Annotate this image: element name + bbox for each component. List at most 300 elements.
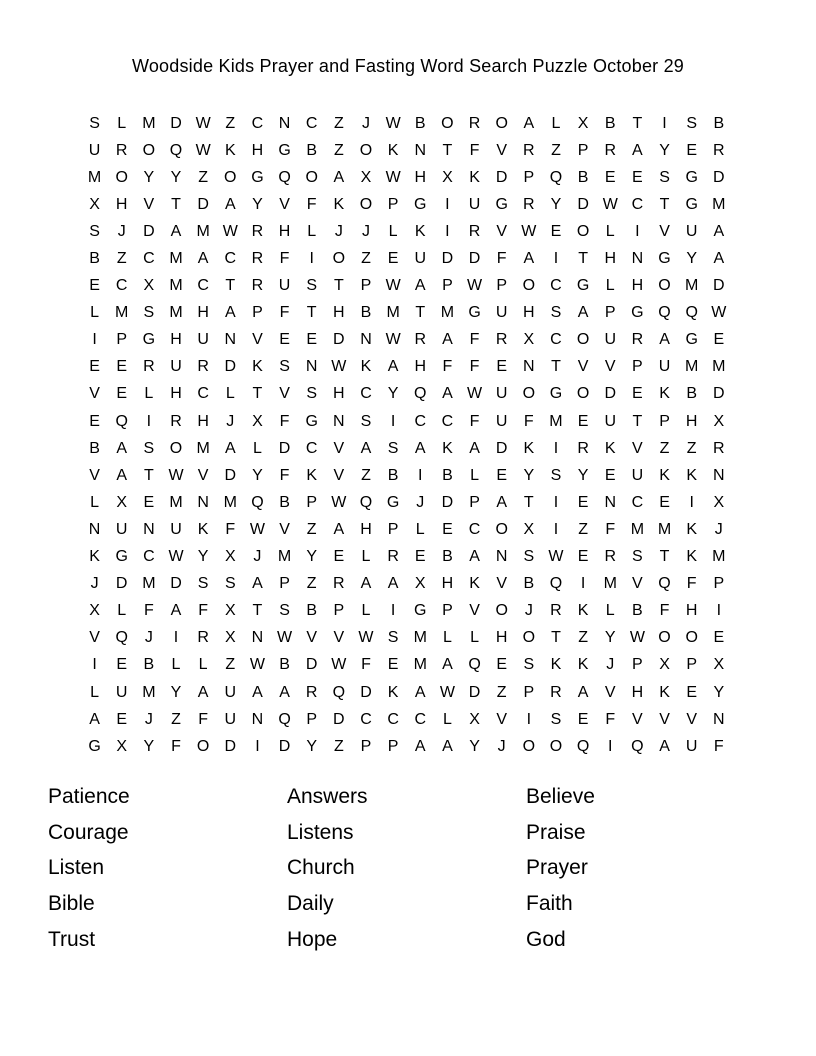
grid-cell: I — [662, 114, 667, 132]
grid-cell: K — [550, 656, 562, 674]
grid-cell: Q — [549, 168, 563, 186]
grid-cell: K — [387, 141, 399, 159]
grid-cell: E — [577, 493, 589, 511]
grid-cell: T — [578, 250, 588, 268]
grid-cell: C — [631, 195, 644, 213]
grid-cell: L — [470, 466, 479, 484]
grid-cell: P — [306, 493, 318, 511]
grid-cell: A — [577, 304, 589, 322]
grid-cell: S — [279, 602, 290, 620]
grid-cell: E — [632, 168, 643, 186]
grid-cell: A — [252, 575, 263, 593]
grid-cell: A — [116, 466, 128, 484]
grid-cell: D — [143, 222, 155, 240]
grid-cell: E — [496, 656, 508, 674]
grid-cell: W — [602, 195, 618, 213]
grid-cell: L — [605, 602, 615, 620]
grid-cell: X — [442, 168, 453, 186]
grid-cell: O — [549, 737, 563, 755]
grid-cell: M — [386, 304, 400, 322]
grid-cell: W — [249, 520, 265, 538]
grid-cell: E — [442, 520, 453, 538]
grid-cell: Y — [659, 141, 670, 159]
grid-cell: W — [277, 629, 293, 647]
grid-cell: I — [580, 575, 586, 593]
grid-cell: H — [441, 575, 454, 593]
grid-cell: B — [89, 250, 100, 268]
grid-cell: T — [632, 412, 643, 430]
grid-cell: Q — [278, 710, 291, 728]
grid-cell: T — [333, 277, 344, 295]
grid-cell: T — [632, 114, 643, 132]
grid-cell: P — [469, 493, 480, 511]
grid-cell: Q — [251, 493, 264, 511]
grid-cell: M — [142, 114, 156, 132]
grid-cell: Q — [685, 304, 698, 322]
grid-cell: P — [387, 520, 399, 538]
grid-cell: Z — [578, 520, 588, 538]
grid-cell: A — [333, 520, 345, 538]
grid-cell: V — [496, 575, 508, 593]
grid-cell: A — [224, 304, 236, 322]
grid-cell: I — [689, 493, 694, 511]
grid-cell: O — [169, 439, 183, 457]
grid-cell: E — [116, 656, 128, 674]
grid-cell: B — [306, 141, 318, 159]
grid-cell: G — [468, 304, 481, 322]
grid-cell: S — [387, 439, 399, 457]
grid-cell: B — [279, 656, 290, 674]
grid-cell: U — [495, 385, 508, 403]
grid-cell: J — [90, 575, 99, 593]
grid-cell: A — [414, 683, 426, 701]
grid-cell: T — [252, 602, 263, 620]
grid-cell: V — [143, 195, 155, 213]
grid-cell: C — [387, 710, 399, 728]
grid-cell: A — [442, 737, 453, 755]
grid-cell: H — [685, 602, 698, 620]
grid-cell: B — [387, 466, 399, 484]
grid-cell: L — [252, 439, 262, 457]
grid-cell: E — [577, 548, 589, 566]
grid-cell: Q — [115, 412, 128, 430]
grid-cell: D — [441, 250, 454, 268]
grid-cell: D — [468, 250, 481, 268]
grid-cell: T — [659, 548, 670, 566]
grid-cell: P — [686, 656, 697, 674]
grid-cell: B — [279, 493, 290, 511]
grid-cell: A — [360, 439, 372, 457]
grid-cell: A — [414, 277, 426, 295]
grid-cell: E — [333, 548, 345, 566]
word-list-item: Faith — [526, 891, 573, 915]
grid-cell: Q — [658, 304, 671, 322]
grid-cell: A — [387, 575, 399, 593]
grid-cell: E — [604, 168, 616, 186]
grid-cell: O — [495, 520, 508, 538]
grid-cell: L — [605, 222, 615, 240]
grid-cell: C — [414, 710, 427, 728]
grid-cell: Q — [359, 493, 373, 511]
grid-cell: M — [142, 575, 156, 593]
grid-cell: F — [198, 710, 209, 728]
grid-cell: Z — [686, 439, 697, 457]
grid-cell: B — [442, 548, 453, 566]
grid-cell: R — [550, 602, 562, 620]
grid-cell: O — [658, 277, 671, 295]
word-list-item: Listen — [48, 856, 105, 880]
grid-cell: E — [116, 710, 128, 728]
word-list — [48, 779, 595, 957]
grid-cell: J — [117, 222, 126, 240]
grid-cell: V — [333, 439, 345, 457]
grid-cell: A — [197, 250, 209, 268]
grid-cell: G — [414, 602, 427, 620]
grid-cell: R — [577, 439, 589, 457]
grid-cell: U — [468, 195, 481, 213]
grid-cell: V — [89, 385, 100, 403]
grid-cell: A — [523, 250, 535, 268]
grid-cell: R — [305, 683, 318, 701]
grid-cell: I — [173, 629, 179, 647]
word-list-item: Courage — [48, 820, 129, 844]
grid-cell: U — [685, 222, 698, 240]
grid-cell: D — [170, 114, 182, 132]
grid-cell: O — [522, 277, 536, 295]
grid-cell: Q — [468, 656, 481, 674]
grid-cell: C — [441, 412, 454, 430]
grid-cell: Y — [252, 195, 263, 213]
grid-cell: H — [414, 358, 427, 376]
grid-cell: O — [495, 602, 508, 620]
grid-cell: N — [224, 331, 237, 349]
grid-cell: O — [359, 141, 373, 159]
grid-cell: G — [414, 195, 427, 213]
grid-cell: H — [197, 412, 209, 430]
grid-cell: C — [305, 439, 318, 457]
grid-cell: R — [197, 629, 209, 647]
grid-cell: Q — [169, 141, 183, 159]
grid-cell: N — [143, 520, 155, 538]
grid-cell: S — [550, 466, 562, 484]
grid-cell: Z — [116, 250, 127, 268]
grid-cell: D — [278, 737, 291, 755]
grid-cell: M — [413, 629, 427, 647]
grid-cell: P — [523, 168, 535, 186]
grid-cell: W — [385, 277, 401, 295]
grid-cell: L — [442, 710, 452, 728]
grid-cell: K — [224, 141, 236, 159]
grid-cell: E — [604, 466, 616, 484]
grid-cell: X — [469, 710, 480, 728]
grid-cell: C — [197, 385, 209, 403]
grid-cell: W — [439, 683, 455, 701]
grid-cell: Z — [306, 575, 317, 593]
grid-cell: W — [385, 114, 401, 132]
grid-cell: W — [385, 331, 401, 349]
grid-cell: N — [360, 331, 372, 349]
grid-cell: X — [89, 195, 100, 213]
grid-cell: W — [466, 277, 483, 295]
grid-cell: K — [686, 548, 697, 566]
grid-cell: Y — [143, 168, 155, 186]
grid-cell: L — [144, 385, 154, 403]
grid-cell: U — [170, 520, 182, 538]
grid-cell: Z — [551, 141, 561, 159]
grid-cell: D — [441, 493, 454, 511]
grid-cell: R — [523, 141, 535, 159]
grid-cell: V — [469, 602, 480, 620]
grid-cell: V — [632, 439, 643, 457]
grid-cell: C — [143, 250, 155, 268]
grid-cell: I — [608, 737, 613, 755]
grid-cell: D — [713, 385, 725, 403]
grid-cell: P — [523, 683, 535, 701]
grid-cell: P — [279, 575, 290, 593]
grid-cell: W — [521, 222, 537, 240]
grid-cell: Z — [306, 520, 317, 538]
grid-cell: D — [333, 710, 345, 728]
grid-cell: P — [387, 737, 399, 755]
grid-cell: F — [469, 141, 480, 159]
grid-cell: Y — [252, 466, 263, 484]
grid-cell: G — [115, 548, 128, 566]
word-list-item: Daily — [287, 891, 334, 915]
grid-cell: Q — [576, 737, 590, 755]
grid-cell: R — [604, 548, 617, 566]
grid-cell: Z — [333, 141, 344, 159]
grid-cell: I — [553, 250, 559, 268]
grid-cell: K — [523, 439, 535, 457]
grid-cell: S — [89, 114, 100, 132]
grid-cell: O — [522, 737, 536, 755]
grid-cell: V — [89, 629, 100, 647]
grid-cell: L — [605, 277, 615, 295]
grid-cell: C — [631, 493, 644, 511]
grid-cell: E — [713, 629, 725, 647]
grid-cell: N — [305, 358, 318, 376]
grid-cell: O — [305, 168, 318, 186]
grid-cell: K — [577, 656, 589, 674]
grid-cell: R — [523, 195, 535, 213]
grid-cell: J — [253, 548, 262, 566]
grid-cell: X — [116, 493, 128, 511]
grid-cell: D — [495, 439, 508, 457]
grid-cell: M — [440, 304, 455, 322]
grid-cell: J — [361, 114, 370, 132]
grid-cell: R — [604, 141, 617, 159]
grid-cell: G — [576, 277, 590, 295]
grid-cell: H — [115, 195, 128, 213]
grid-cell: V — [252, 331, 263, 349]
grid-cell: R — [197, 358, 209, 376]
grid-cell: A — [713, 222, 725, 240]
grid-cell: J — [144, 629, 153, 647]
grid-cell: I — [92, 331, 97, 349]
grid-cell: K — [659, 466, 670, 484]
grid-cell: Q — [658, 575, 671, 593]
grid-cell: M — [413, 656, 427, 674]
grid-cell: S — [279, 358, 290, 376]
grid-cell: W — [168, 466, 184, 484]
grid-cell: P — [306, 710, 318, 728]
word-list-item: Bible — [48, 891, 95, 915]
grid-cell: B — [360, 304, 372, 322]
grid-cell: X — [224, 629, 236, 647]
grid-cell: T — [225, 277, 236, 295]
grid-cell: P — [116, 331, 128, 349]
grid-cell: M — [685, 358, 699, 376]
grid-cell: A — [713, 250, 725, 268]
word-list-item: Hope — [287, 927, 338, 951]
grid-cell: Y — [604, 629, 616, 647]
grid-cell: C — [305, 114, 318, 132]
grid-cell: V — [686, 710, 697, 728]
word-list-column — [48, 779, 287, 957]
grid-cell: D — [224, 466, 237, 484]
grid-cell: A — [442, 656, 453, 674]
grid-cell: A — [632, 141, 643, 159]
grid-cell: Y — [686, 250, 697, 268]
word-list-item: God — [526, 927, 566, 951]
grid-cell: M — [169, 250, 183, 268]
grid-cell: Z — [225, 656, 236, 674]
grid-cell: U — [170, 358, 182, 376]
grid-cell: B — [306, 602, 318, 620]
grid-cell: G — [685, 195, 698, 213]
grid-cell: K — [387, 683, 399, 701]
grid-cell: D — [360, 683, 372, 701]
grid-cell: H — [631, 683, 644, 701]
grid-cell: C — [360, 385, 372, 403]
grid-cell: Z — [659, 439, 670, 457]
grid-cell: H — [631, 277, 644, 295]
grid-cell: G — [685, 331, 698, 349]
grid-cell: Z — [496, 683, 507, 701]
grid-cell: U — [495, 304, 508, 322]
grid-cell: B — [632, 602, 643, 620]
word-list-item: Prayer — [526, 856, 588, 880]
grid-cell: E — [116, 358, 128, 376]
grid-cell: J — [416, 493, 425, 511]
grid-cell: Z — [361, 250, 371, 268]
grid-cell: X — [523, 520, 535, 538]
grid-cell: Z — [578, 629, 588, 647]
word-search-grid — [81, 110, 732, 760]
grid-cell: N — [197, 493, 209, 511]
grid-cell: F — [469, 331, 480, 349]
grid-cell: W — [548, 548, 564, 566]
grid-cell: H — [360, 520, 372, 538]
grid-cell: Q — [332, 683, 346, 701]
grid-cell: A — [252, 683, 263, 701]
grid-cell: M — [685, 277, 699, 295]
grid-cell: A — [279, 683, 290, 701]
grid-cell: E — [659, 493, 670, 511]
grid-cell: L — [117, 602, 127, 620]
grid-cell: M — [712, 358, 726, 376]
grid-cell: F — [279, 250, 290, 268]
grid-cell: M — [223, 493, 237, 511]
grid-cell: Y — [306, 737, 318, 755]
grid-cell: U — [604, 331, 617, 349]
grid-cell: Y — [143, 737, 155, 755]
grid-cell: N — [251, 710, 264, 728]
grid-cell: M — [169, 304, 183, 322]
grid-cell: Q — [278, 168, 291, 186]
grid-cell: K — [414, 222, 426, 240]
grid-cell: E — [414, 548, 426, 566]
grid-cell: K — [252, 358, 263, 376]
grid-cell: R — [468, 222, 481, 240]
grid-cell: K — [686, 520, 697, 538]
grid-cell: U — [115, 683, 128, 701]
grid-cell: W — [195, 141, 211, 159]
grid-cell: D — [333, 331, 345, 349]
grid-cell: Q — [115, 629, 128, 647]
grid-cell: J — [226, 412, 235, 430]
grid-cell: J — [524, 602, 533, 620]
grid-cell: P — [360, 737, 372, 755]
grid-cell: V — [604, 683, 616, 701]
grid-cell: L — [361, 602, 371, 620]
grid-cell: M — [169, 493, 183, 511]
grid-cell: A — [659, 737, 670, 755]
grid-cell: B — [414, 114, 426, 132]
grid-cell: D — [278, 439, 291, 457]
grid-cell: O — [685, 629, 698, 647]
grid-cell: F — [469, 412, 480, 430]
grid-cell: X — [224, 548, 236, 566]
grid-cell: A — [116, 439, 128, 457]
grid-cell: V — [279, 385, 290, 403]
grid-cell: W — [331, 656, 347, 674]
grid-cell: L — [117, 114, 127, 132]
grid-cell: V — [279, 195, 290, 213]
grid-cell: G — [658, 250, 671, 268]
grid-cell: L — [551, 114, 561, 132]
grid-cell: E — [116, 385, 128, 403]
grid-cell: L — [361, 548, 371, 566]
grid-cell: E — [89, 277, 100, 295]
grid-cell: A — [496, 493, 508, 511]
grid-cell: M — [169, 277, 183, 295]
grid-cell: H — [685, 412, 698, 430]
grid-cell: C — [197, 277, 209, 295]
grid-cell: C — [143, 548, 155, 566]
grid-cell: H — [197, 304, 209, 322]
grid-cell: R — [251, 222, 264, 240]
grid-cell: M — [712, 195, 726, 213]
grid-cell: P — [442, 277, 453, 295]
grid-cell: P — [713, 575, 725, 593]
grid-cell: M — [630, 520, 645, 538]
grid-cell: V — [89, 466, 100, 484]
grid-cell: F — [686, 575, 697, 593]
grid-cell: C — [468, 520, 481, 538]
grid-cell: S — [550, 710, 562, 728]
grid-cell: K — [442, 439, 453, 457]
grid-cell: S — [550, 304, 562, 322]
grid-cell: T — [523, 493, 534, 511]
grid-cell: O — [142, 141, 156, 159]
grid-cell: R — [550, 683, 562, 701]
grid-cell: N — [251, 629, 264, 647]
grid-cell: E — [632, 385, 643, 403]
grid-cell: E — [387, 250, 399, 268]
grid-cell: W — [466, 385, 483, 403]
grid-cell: R — [387, 548, 399, 566]
